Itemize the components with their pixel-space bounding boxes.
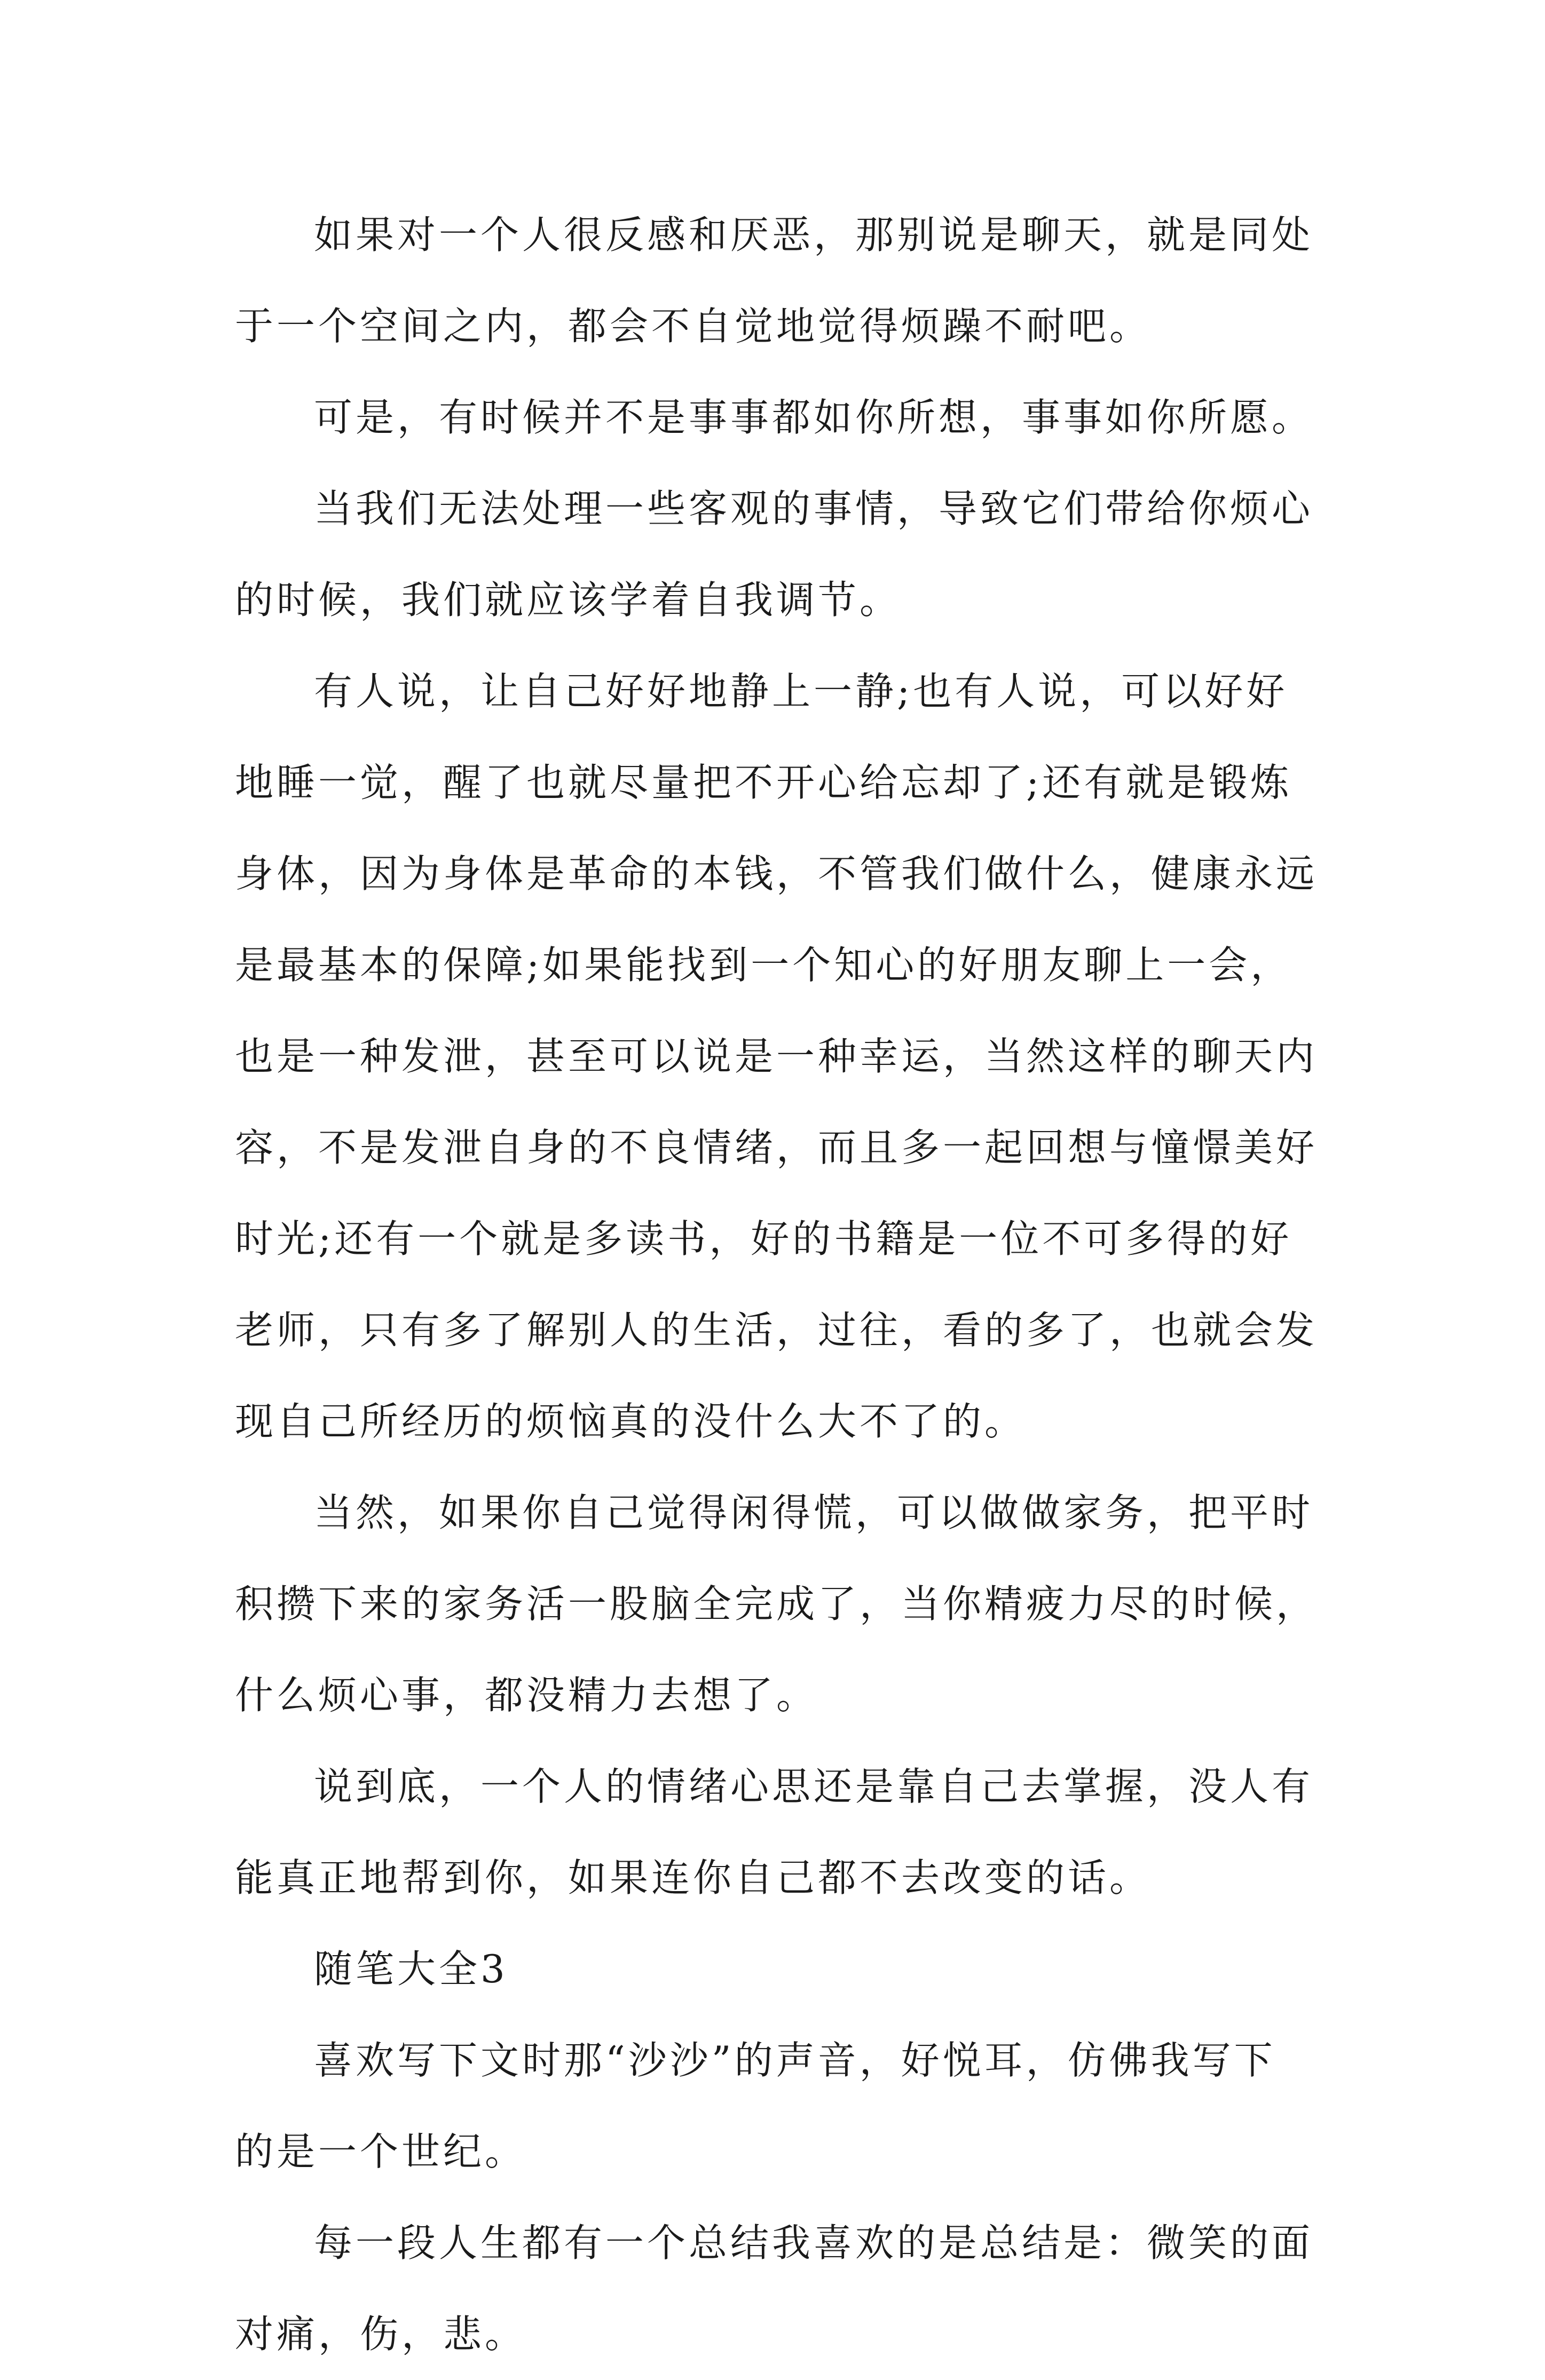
paragraph-line: 说到底，一个人的情绪心思还是靠自己去掌握，没人有 xyxy=(314,1764,1314,1809)
paragraph-line: 对痛，伤，悲。 xyxy=(235,2312,527,2357)
paragraph-line: 当我们无法处理一些客观的事情，导致它们带给你烦心 xyxy=(314,486,1314,531)
paragraph-line: 如果对一个人很反感和厌恶，那别说是聊天，就是同处 xyxy=(314,212,1314,257)
paragraph-line: 能真正地帮到你，如果连你自己都不去改变的话。 xyxy=(235,1855,1152,1900)
paragraph-line: 喜欢写下文时那“沙沙”的声音，好悦耳，仿佛我写下 xyxy=(314,2038,1276,2083)
paragraph-line: 是最基本的保障;如果能找到一个知心的好朋友聊上一会， xyxy=(235,943,1292,987)
body-text xyxy=(235,189,1345,2380)
paragraph-line: 于一个空间之内，都会不自觉地觉得烦躁不耐吧。 xyxy=(235,304,1152,349)
paragraph-line: 当然，如果你自己觉得闲得慌，可以做做家务，把平时 xyxy=(314,1490,1314,1535)
paragraph-line: 什么烦心事，都没精力去想了。 xyxy=(235,1673,818,1718)
paragraph-line: 老师，只有多了解别人的生活，过往，看的多了，也就会发 xyxy=(235,1308,1318,1353)
paragraph-line: 有人说，让自己好好地静上一静;也有人说，可以好好 xyxy=(314,669,1288,714)
paragraph-line: 地睡一觉，醒了也就尽量把不开心给忘却了;还有就是锻炼 xyxy=(235,760,1292,805)
paragraph-line: 每一段人生都有一个总结我喜欢的是总结是：微笑的面 xyxy=(314,2220,1314,2265)
section-heading: 随笔大全3 xyxy=(314,1947,508,1991)
paragraph-line: 的是一个世纪。 xyxy=(235,2129,527,2174)
paragraph-line: 积攒下来的家务活一股脑全完成了，当你精疲力尽的时候， xyxy=(235,1582,1318,1626)
paragraph-line: 现自己所经历的烦恼真的没什么大不了的。 xyxy=(235,1399,1027,1444)
paragraph-line: 身体，因为身体是革命的本钱，不管我们做什么，健康永远 xyxy=(235,851,1318,896)
paragraph-line: 可是，有时候并不是事事都如你所想，事事如你所愿。 xyxy=(314,395,1314,440)
paragraph-line: 也是一种发泄，甚至可以说是一种幸运，当然这样的聊天内 xyxy=(235,1034,1318,1079)
paragraph-line: 的时候，我们就应该学着自我调节。 xyxy=(235,578,902,622)
paragraph-line: 容，不是发泄自身的不良情绪，而且多一起回想与憧憬美好 xyxy=(235,1125,1318,1170)
paragraph-line: 时光;还有一个就是多读书，好的书籍是一位不可多得的好 xyxy=(235,1216,1292,1261)
